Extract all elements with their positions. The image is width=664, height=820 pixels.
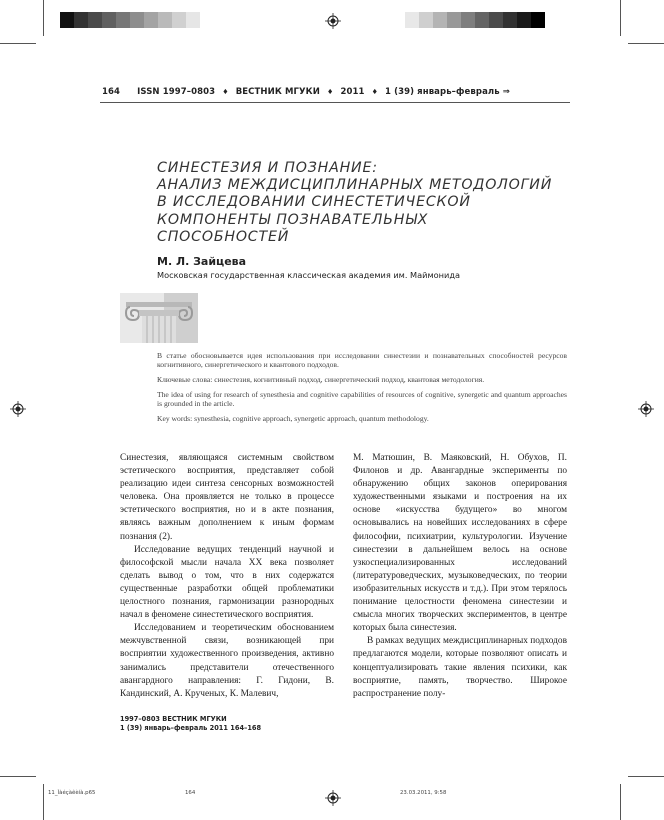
color-swatch [172,12,186,28]
diamond-separator-icon: ♦ [222,88,229,96]
header-rule [100,102,570,103]
color-swatch [144,12,158,28]
crop-mark [628,43,664,44]
title-line: СИНЕСТЕЗИЯ И ПОЗНАНИЕ: [157,160,378,176]
slug-timestamp: 23.03.2011, 9:58 [400,790,447,796]
title-line: СПОСОБНОСТЕЙ [157,228,290,245]
color-swatch [186,12,200,28]
diamond-separator-icon: ♦ [327,88,334,96]
printer-color-bar-right [405,12,545,28]
color-swatch [517,12,531,28]
color-swatch [60,12,74,28]
color-swatch [447,12,461,28]
color-swatch [419,12,433,28]
body-paragraph: Исследованием и теоретическим обоснованием межчувственной связи, возникающей при восприятии художественного произведения, активно занимались представители отечественного авангардного направления: Г. Гидони, В. Кандинский, А. Крученых, К. Малевич, [120,623,334,699]
color-swatch [503,12,517,28]
body-column-right [353,452,567,701]
color-swatch [102,12,116,28]
color-swatch [116,12,130,28]
arrow-right-icon: ⇒ [502,87,511,97]
crop-mark [43,0,44,36]
diamond-separator-icon: ♦ [371,88,378,96]
color-swatch [158,12,172,28]
title-line: КОМПОНЕНТЫ ПОЗНАВАТЕЛЬНЫХ [157,211,429,228]
color-swatch [531,12,545,28]
body-paragraph: Синестезия, являющаяся системным свойством эстетического восприятия, представляет собой реализацию идеи синтеза сенсорных возможностей человека. Она проявляется не только в процессе эстетического восприятия, но и в акте познания, являясь важным дополнением к иным формам познания (2). [120,453,334,542]
title-line: АНАЛИЗ МЕЖДИСЦИПЛИНАРНЫХ МЕТОДОЛОГИЙ [157,177,553,194]
issn: ISSN 1997–0803 [137,87,216,97]
keywords-ru: Ключевые слова: синестезия, когнитивный подход, синергетический подход, квантовая методология. [157,375,485,385]
author-affiliation: Московская государственная классическая академия им. Маймонида [157,270,460,280]
title-line: В ИССЛЕДОВАНИИ СИНЕСТЕТИЧЕСКОЙ [157,194,471,211]
abstract-block [157,351,567,429]
page-number: 164 [102,87,121,97]
registration-mark-icon [10,401,26,417]
body-column-left [120,452,334,701]
journal-issue: 1 (39) январь–февраль [385,87,500,97]
color-swatch [130,12,144,28]
running-head [102,87,564,97]
ionic-column-logo-icon [120,293,198,343]
crop-mark [620,0,621,36]
journal-name: ВЕСТНИК МГУКИ [235,87,320,97]
footer-line: 1 (39) январь–февраль 2011 164–168 [120,723,262,732]
slug-file-name: 11_Ìàéçàêèíà.p65 [48,790,96,796]
color-swatch [489,12,503,28]
color-swatch [88,12,102,28]
journal-footer [120,715,261,732]
abstract-en: The idea of using for research of synesthesia and cognitive capabilities of resources of cognitive, synergetic and quantum approaches is grounded in the article. [157,389,567,409]
registration-mark-icon [325,13,341,29]
crop-mark [0,776,36,777]
color-swatch [475,12,489,28]
color-swatch [74,12,88,28]
crop-mark [620,784,621,820]
article-title [157,160,577,246]
body-paragraph: В рамках ведущих междисциплинарных подходов предлагаются модели, которые позволяют описать и концептуализировать такие явления психики, как восприятие, память, творчество. Широкое распространение полу- [353,636,567,699]
registration-mark-icon [638,401,654,417]
registration-mark-icon [325,790,341,806]
crop-mark [43,784,44,820]
color-swatch [405,12,419,28]
color-swatch [433,12,447,28]
body-paragraph: М. Матюшин, В. Маяковский, Н. Обухов, П. Филонов и др. Авангардные эксперименты по обнаружению общих законов оперирования художественными языками и построения на их основе «искусства будущего» во многом основывались на новейших исследованиях в сфере философии, психиатрии, культурологии. Изучение синестезии в дальнейшем велось на основе узкоспециализированных исследований (литературоведческих, музыковедческих, по теории изобразительных искусств и т.д.). При этом терялось понимание целостности феномена синестезии и смысла многих творческих экспериментов, в центре которых была синестезия. [353,453,567,634]
footer-line: 1997–0803 ВЕСТНИК МГУКИ [120,715,227,723]
crop-mark [628,776,664,777]
color-swatch [461,12,475,28]
body-paragraph: Исследование ведущих тенденций научной и философской мысли начала XX века позволяет сделать вывод о том, что в них содержатся существенные разработки общей проблематики целостного познания, гармонизации разнородных начал в феномене синестетического восприятия. [120,544,334,621]
keywords-en: Key words: synesthesia, cognitive approach, synergetic approach, quantum methodology. [157,413,429,423]
journal-year: 2011 [340,87,365,97]
crop-mark [0,43,36,44]
author-name: М. Л. Зайцева [157,255,247,268]
printer-color-bar-left [60,12,200,28]
slug-page-number: 164 [185,790,196,796]
abstract-ru: В статье обосновывается идея использования при исследовании синестезии и познавательных способностей ресурсов когнитивного, синергетического и квантового подходов. [157,351,567,370]
